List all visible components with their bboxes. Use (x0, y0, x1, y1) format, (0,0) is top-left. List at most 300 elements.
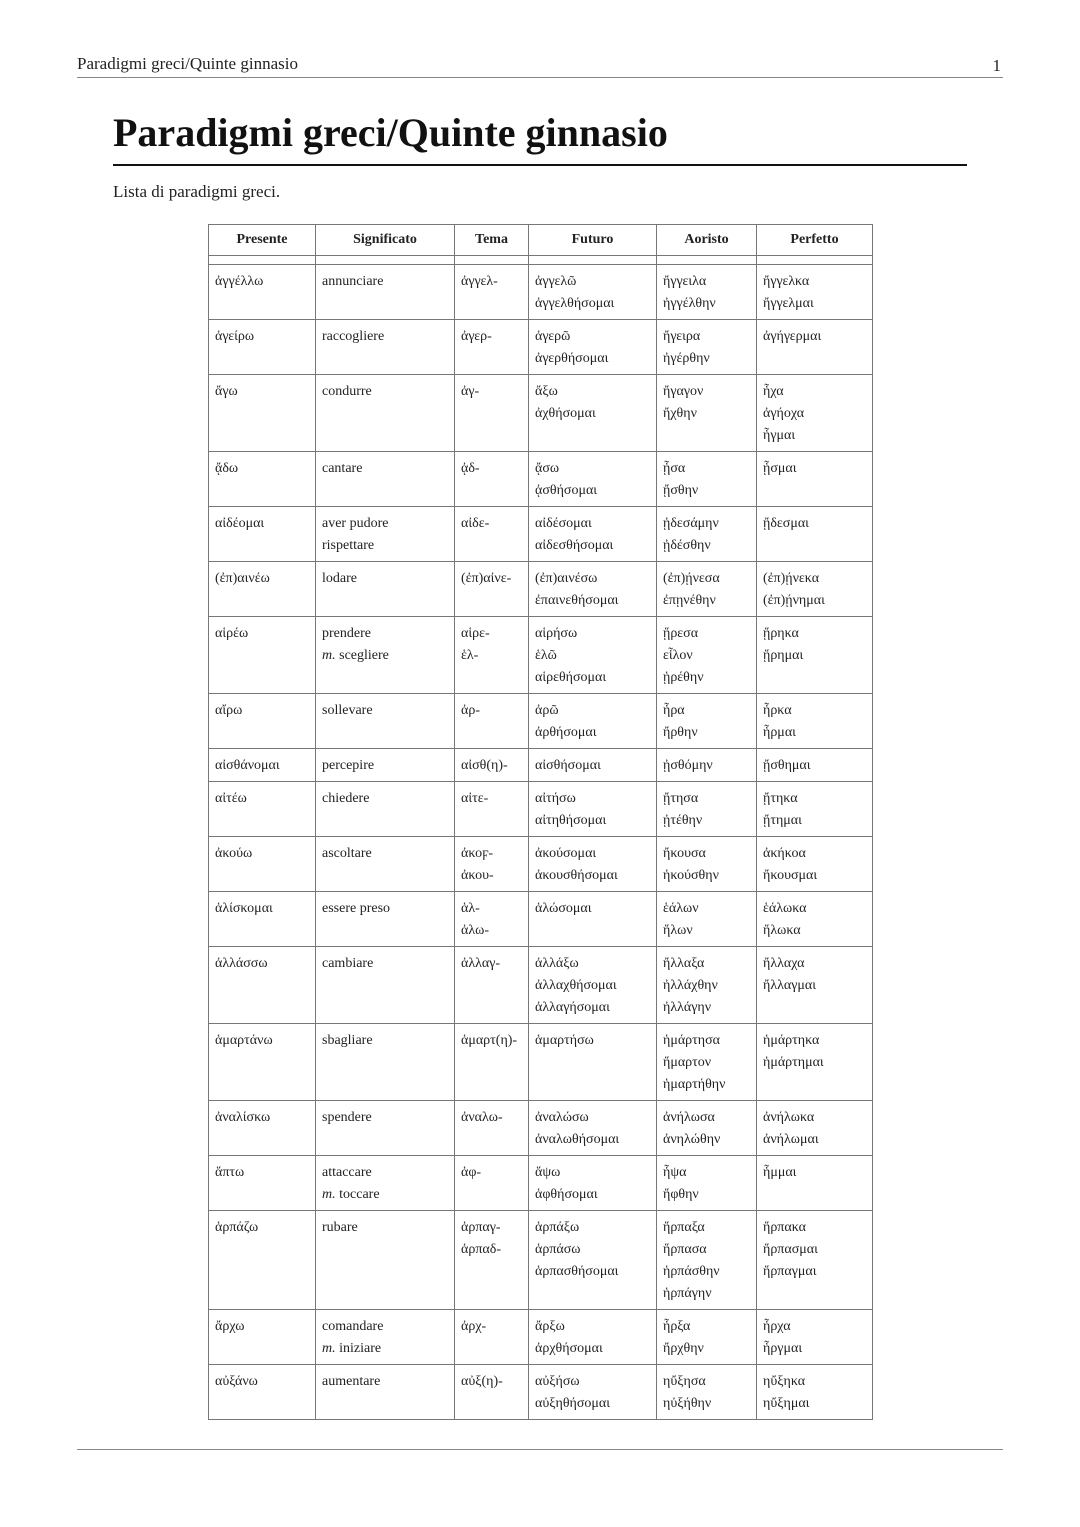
tema-form: ἁλ- (461, 901, 480, 916)
cell-aoristo (657, 320, 757, 375)
header-spacer-row (209, 256, 873, 265)
perfetto-form: ἤγγελκα (763, 274, 810, 289)
meaning-text: iniziare (335, 1341, 382, 1356)
cell-tema (455, 749, 529, 782)
meaning-line (322, 645, 448, 667)
aoristo-form: ἤχθην (663, 406, 697, 421)
cell-aoristo (657, 1365, 757, 1420)
aoristo-form: ἤγαγον (663, 384, 704, 399)
cell-perfetto (757, 265, 873, 320)
meaning-line (322, 1217, 448, 1239)
cell-perfetto (757, 507, 873, 562)
tema-form: ἀγ- (461, 384, 480, 399)
meaning-line (322, 843, 448, 865)
middle-voice-marker: m. (322, 1341, 336, 1356)
futuro-form: αἰδεσθήσομαι (535, 538, 614, 553)
futuro-form: ἁφθήσομαι (535, 1187, 598, 1202)
futuro-form: ἀναλωθήσομαι (535, 1132, 620, 1147)
perfetto-form: ηὔξηκα (763, 1374, 806, 1389)
cell-significato (316, 1024, 455, 1101)
cell-significato (316, 837, 455, 892)
aoristo-form: ἤγγειλα (663, 274, 707, 289)
aoristo-form: ἤρχθην (663, 1341, 704, 1356)
meaning-line (322, 458, 448, 480)
perfetto-form: ἤγγελμαι (763, 296, 814, 311)
cell-tema (455, 782, 529, 837)
cell-presente (209, 452, 316, 507)
cell-futuro (529, 617, 657, 694)
meaning-text: lodare (322, 571, 357, 586)
aoristo-form: ᾑρέθην (663, 670, 704, 685)
tema-form: ᾀδ- (461, 461, 480, 476)
aoristo-form: ἤκουσα (663, 846, 706, 861)
futuro-form: ἀλλαχθήσομαι (535, 978, 617, 993)
futuro-form: ἀγερῶ (535, 329, 571, 344)
presente-form: ἄγω (215, 384, 238, 399)
meaning-text: annunciare (322, 274, 384, 289)
presente-form: ἀγείρω (215, 329, 255, 344)
cell-presente (209, 1156, 316, 1211)
meaning-line (322, 1162, 448, 1184)
cell-presente (209, 265, 316, 320)
aoristo-form: (ἐπ)ῄνεσα (663, 571, 720, 586)
meaning-line (322, 513, 448, 535)
aoristo-form: ᾔσθην (663, 483, 699, 498)
perfetto-form: ἤλλαχα (763, 956, 805, 971)
table-row (209, 947, 873, 1024)
futuro-form: ἀναλώσω (535, 1110, 589, 1125)
cell-perfetto (757, 1156, 873, 1211)
cell-presente (209, 892, 316, 947)
cell-aoristo (657, 947, 757, 1024)
cell-futuro (529, 1365, 657, 1420)
aoristo-form: ἡρπάσθην (663, 1264, 720, 1279)
tema-form: ἁφ- (461, 1165, 482, 1180)
table-row (209, 1211, 873, 1310)
aoristo-form: ἤλλαξα (663, 956, 705, 971)
perfetto-form: ᾔδεσμαι (763, 516, 809, 531)
aoristo-form: ἥλων (663, 923, 693, 938)
aoristo-form: ᾖσα (663, 461, 686, 476)
aoristo-form: ἐπῃνέθην (663, 593, 716, 608)
futuro-form: αὐξήσω (535, 1374, 580, 1389)
cell-aoristo (657, 837, 757, 892)
aoristo-form: ἥμαρτον (663, 1055, 712, 1070)
cell-presente (209, 1211, 316, 1310)
cell-futuro (529, 947, 657, 1024)
cell-tema (455, 265, 529, 320)
aoristo-form: ἡμάρτησα (663, 1033, 720, 1048)
perfetto-form: ἤλλαγμαι (763, 978, 817, 993)
cell-aoristo (657, 1101, 757, 1156)
aoristo-form: ἀνηλώθην (663, 1132, 721, 1147)
cell-tema (455, 1365, 529, 1420)
aoristo-form: ηὐξήθην (663, 1396, 712, 1411)
tema-form: (ἐπ)αἰνε- (461, 571, 512, 586)
cell-presente (209, 1101, 316, 1156)
cell-significato (316, 749, 455, 782)
cell-tema (455, 1156, 529, 1211)
cell-aoristo (657, 562, 757, 617)
column-header-futuro: Futuro (529, 225, 657, 256)
meaning-text: rispettare (322, 538, 375, 553)
cell-significato (316, 562, 455, 617)
running-header (77, 52, 1003, 78)
futuro-form: αἰτήσω (535, 791, 576, 806)
cell-significato (316, 1101, 455, 1156)
perfetto-form: ηὔξημαι (763, 1396, 810, 1411)
tema-form: ἑλ- (461, 648, 479, 663)
paradigm-table (208, 224, 873, 1420)
cell-presente (209, 1310, 316, 1365)
cell-futuro (529, 837, 657, 892)
meaning-line (322, 1030, 448, 1052)
meaning-text: prendere (322, 626, 371, 641)
perfetto-form: ἦγμαι (763, 428, 796, 443)
perfetto-form: ἦχα (763, 384, 784, 399)
meaning-text: ascoltare (322, 846, 372, 861)
meaning-text: toccare (335, 1187, 380, 1202)
futuro-form: ἅψω (535, 1165, 561, 1180)
table-row (209, 617, 873, 694)
cell-futuro (529, 1211, 657, 1310)
meaning-line (322, 623, 448, 645)
perfetto-form: (ἐπ)ῄνημαι (763, 593, 825, 608)
cell-futuro (529, 507, 657, 562)
cell-perfetto (757, 782, 873, 837)
tema-form: ἁμαρτ(η)- (461, 1033, 518, 1048)
intro-text: Lista di paradigmi greci. (113, 182, 281, 201)
tema-form: αἰδε- (461, 516, 490, 531)
table-row (209, 507, 873, 562)
column-header-perfetto: Perfetto (757, 225, 873, 256)
perfetto-form: ᾕρημαι (763, 648, 804, 663)
aoristo-form: ᾕρεσα (663, 626, 699, 641)
aoristo-form: ἦρα (663, 703, 685, 718)
tema-form: ἁρπαδ- (461, 1242, 501, 1257)
aoristo-form: ἡμαρτήθην (663, 1077, 726, 1092)
cell-perfetto (757, 837, 873, 892)
table-row (209, 320, 873, 375)
middle-voice-marker: m. (322, 648, 336, 663)
aoristo-form: ἦρξα (663, 1319, 691, 1334)
cell-presente (209, 837, 316, 892)
perfetto-form: ἦρκα (763, 703, 792, 718)
cell-perfetto (757, 320, 873, 375)
table-row (209, 749, 873, 782)
presente-form: ἁλίσκομαι (215, 901, 273, 916)
cell-futuro (529, 562, 657, 617)
futuro-form: ἀχθήσομαι (535, 406, 596, 421)
meaning-text: sollevare (322, 703, 373, 718)
table-row (209, 375, 873, 452)
futuro-form: ἁρπασθήσομαι (535, 1264, 619, 1279)
table-row (209, 837, 873, 892)
cell-tema (455, 320, 529, 375)
perfetto-form: ἀγήγερμαι (763, 329, 822, 344)
tema-form: αἰτε- (461, 791, 489, 806)
presente-form: αἰσθάνομαι (215, 758, 280, 773)
meaning-line (322, 535, 448, 557)
perfetto-form: ἤκουσμαι (763, 868, 818, 883)
futuro-form: αὐξηθήσομαι (535, 1396, 611, 1411)
cell-futuro (529, 320, 657, 375)
meaning-text: condurre (322, 384, 372, 399)
cell-perfetto (757, 617, 873, 694)
cell-tema (455, 507, 529, 562)
tema-form: αἱρε- (461, 626, 490, 641)
cell-presente (209, 375, 316, 452)
meaning-text: chiedere (322, 791, 370, 806)
futuro-form: ἐπαινεθήσομαι (535, 593, 619, 608)
page-number: 1 (992, 56, 1001, 75)
futuro-form: αἰσθήσομαι (535, 758, 601, 773)
perfetto-form: ἧμμαι (763, 1165, 797, 1180)
cell-futuro (529, 694, 657, 749)
table-row (209, 694, 873, 749)
cell-presente (209, 749, 316, 782)
cell-tema (455, 617, 529, 694)
cell-futuro (529, 1101, 657, 1156)
futuro-form: ᾄσω (535, 461, 560, 476)
meaning-text: comandare (322, 1319, 384, 1334)
cell-tema (455, 452, 529, 507)
cell-futuro (529, 892, 657, 947)
meaning-line (322, 326, 448, 348)
cell-presente (209, 947, 316, 1024)
cell-tema (455, 1310, 529, 1365)
perfetto-form: ἀκήκοα (763, 846, 806, 861)
cell-futuro (529, 1024, 657, 1101)
meaning-line (322, 1371, 448, 1393)
tema-form: ἀλλαγ- (461, 956, 501, 971)
table-row (209, 1310, 873, 1365)
meaning-line (322, 953, 448, 975)
presente-form: ἄρχω (215, 1319, 245, 1334)
presente-form: ἁρπάζω (215, 1220, 259, 1235)
perfetto-form: ἀνήλωκα (763, 1110, 815, 1125)
cell-presente (209, 694, 316, 749)
meaning-line (322, 1338, 448, 1360)
table-row (209, 1101, 873, 1156)
aoristo-form: ἡρπάγην (663, 1286, 712, 1301)
meaning-text: sbagliare (322, 1033, 373, 1048)
aoristo-form: ᾔτησα (663, 791, 699, 806)
cell-futuro (529, 265, 657, 320)
futuro-form: αἰδέσομαι (535, 516, 592, 531)
cell-aoristo (657, 617, 757, 694)
futuro-form: ἁρπάσω (535, 1242, 581, 1257)
presente-form: ἀναλίσκω (215, 1110, 271, 1125)
aoristo-form: ᾐτέθην (663, 813, 703, 828)
cell-significato (316, 375, 455, 452)
aoristo-form: ἤγειρα (663, 329, 701, 344)
perfetto-form: (ἐπ)ῄνεκα (763, 571, 820, 586)
cell-perfetto (757, 749, 873, 782)
cell-perfetto (757, 452, 873, 507)
cell-tema (455, 837, 529, 892)
aoristo-form: ηὔξησα (663, 1374, 706, 1389)
presente-form: αἰδέομαι (215, 516, 265, 531)
presente-form: ἀκούω (215, 846, 253, 861)
tema-form: ἀγερ- (461, 329, 492, 344)
futuro-form: αἰτηθήσομαι (535, 813, 607, 828)
cell-significato (316, 1310, 455, 1365)
cell-futuro (529, 1310, 657, 1365)
tema-form: ἁρπαγ- (461, 1220, 501, 1235)
futuro-form: ἄξω (535, 384, 558, 399)
aoristo-form: εἷλον (663, 648, 693, 663)
cell-aoristo (657, 782, 757, 837)
cell-significato (316, 947, 455, 1024)
presente-form: αἰτέω (215, 791, 247, 806)
tema-form: ἀκοϝ- (461, 846, 493, 861)
cell-significato (316, 782, 455, 837)
aoristo-form: ἠγέρθην (663, 351, 710, 366)
cell-presente (209, 562, 316, 617)
meaning-line (322, 788, 448, 810)
meaning-line (322, 1184, 448, 1206)
tema-form: ἀναλω- (461, 1110, 503, 1125)
perfetto-form: ᾔτημαι (763, 813, 802, 828)
cell-futuro (529, 375, 657, 452)
perfetto-form: ἥλωκα (763, 923, 801, 938)
table-row (209, 1365, 873, 1420)
perfetto-form: ἥρπακα (763, 1220, 806, 1235)
perfetto-form: ἀνήλωμαι (763, 1132, 819, 1147)
cell-aoristo (657, 694, 757, 749)
perfetto-form: ἀγήοχα (763, 406, 805, 421)
cell-aoristo (657, 452, 757, 507)
perfetto-form: ἡμάρτημαι (763, 1055, 824, 1070)
cell-futuro (529, 452, 657, 507)
meaning-text: attaccare (322, 1165, 372, 1180)
cell-aoristo (657, 749, 757, 782)
futuro-form: ἀγγελῶ (535, 274, 577, 289)
meaning-text: scegliere (335, 648, 389, 663)
meaning-text: raccogliere (322, 329, 385, 344)
perfetto-form: ἦργμαι (763, 1341, 803, 1356)
cell-significato (316, 265, 455, 320)
presente-form: αἱρέω (215, 626, 249, 641)
table-header-row (209, 225, 873, 256)
column-header-tema: Tema (455, 225, 529, 256)
cell-tema (455, 375, 529, 452)
futuro-form: ἀρθήσομαι (535, 725, 597, 740)
aoristo-form: ᾐδέσθην (663, 538, 711, 553)
cell-aoristo (657, 1310, 757, 1365)
cell-significato (316, 507, 455, 562)
aoristo-form: ἧψα (663, 1165, 687, 1180)
cell-perfetto (757, 562, 873, 617)
table-row (209, 562, 873, 617)
presente-form: ἅπτω (215, 1165, 245, 1180)
perfetto-form: ἥρπασμαι (763, 1242, 818, 1257)
cell-significato (316, 320, 455, 375)
aoristo-form: ἠγγέλθην (663, 296, 716, 311)
futuro-form: ἀγερθήσομαι (535, 351, 609, 366)
perfetto-form: ἦρμαι (763, 725, 796, 740)
perfetto-form: ἡμάρτηκα (763, 1033, 820, 1048)
perfetto-form: ἥρπαγμαι (763, 1264, 817, 1279)
futuro-form: αἱρεθήσομαι (535, 670, 607, 685)
cell-perfetto (757, 1310, 873, 1365)
presente-form: ἁμαρτάνω (215, 1033, 273, 1048)
perfetto-form: ἑάλωκα (763, 901, 807, 916)
cell-perfetto (757, 947, 873, 1024)
cell-perfetto (757, 892, 873, 947)
aoristo-form: ἤρθην (663, 725, 698, 740)
column-header-significato: Significato (316, 225, 455, 256)
cell-aoristo (657, 375, 757, 452)
column-header-presente: Presente (209, 225, 316, 256)
aoristo-form: ᾐδεσάμην (663, 516, 719, 531)
cell-tema (455, 1024, 529, 1101)
futuro-form: ἁρπάξω (535, 1220, 580, 1235)
futuro-form: ἀκουσθήσομαι (535, 868, 618, 883)
cell-perfetto (757, 1211, 873, 1310)
cell-perfetto (757, 1101, 873, 1156)
footer-rule (77, 1449, 1003, 1450)
aoristo-form: ἠλλάγην (663, 1000, 712, 1015)
meaning-text: percepire (322, 758, 375, 773)
cell-perfetto (757, 694, 873, 749)
meaning-text: rubare (322, 1220, 358, 1235)
tema-form: ἀρχ- (461, 1319, 487, 1334)
cell-presente (209, 1024, 316, 1101)
table-row (209, 452, 873, 507)
presente-form: (ἐπ)αινέω (215, 571, 270, 586)
cell-significato (316, 1156, 455, 1211)
futuro-form: ἄρξω (535, 1319, 565, 1334)
futuro-form: αἱρήσω (535, 626, 578, 641)
meaning-text: cantare (322, 461, 363, 476)
meaning-line (322, 1107, 448, 1129)
cell-tema (455, 1101, 529, 1156)
cell-presente (209, 782, 316, 837)
futuro-form: ἁμαρτήσω (535, 1033, 594, 1048)
futuro-form: ἀλλάξω (535, 956, 579, 971)
cell-futuro (529, 782, 657, 837)
cell-futuro (529, 749, 657, 782)
meaning-text: essere preso (322, 901, 391, 916)
cell-significato (316, 694, 455, 749)
cell-tema (455, 562, 529, 617)
running-title: Paradigmi greci/Quinte ginnasio (77, 54, 298, 73)
futuro-form: ᾀσθήσομαι (535, 483, 598, 498)
perfetto-form: ᾖσμαι (763, 461, 797, 476)
cell-presente (209, 507, 316, 562)
table-row (209, 265, 873, 320)
cell-significato (316, 1211, 455, 1310)
perfetto-form: ᾔσθημαι (763, 758, 811, 773)
cell-significato (316, 452, 455, 507)
aoristo-form: ἠλλάχθην (663, 978, 718, 993)
meaning-text: cambiare (322, 956, 374, 971)
futuro-form: ἑλῶ (535, 648, 557, 663)
tema-form: ἀρ- (461, 703, 480, 718)
meaning-line (322, 700, 448, 722)
meaning-text: aumentare (322, 1374, 381, 1389)
cell-aoristo (657, 265, 757, 320)
cell-futuro (529, 1156, 657, 1211)
perfetto-form: ᾕρηκα (763, 626, 799, 641)
cell-perfetto (757, 1365, 873, 1420)
cell-aoristo (657, 1211, 757, 1310)
perfetto-form: ἦρχα (763, 1319, 791, 1334)
tema-form: ἁλω- (461, 923, 489, 938)
tema-form: αὐξ(η)- (461, 1374, 503, 1389)
